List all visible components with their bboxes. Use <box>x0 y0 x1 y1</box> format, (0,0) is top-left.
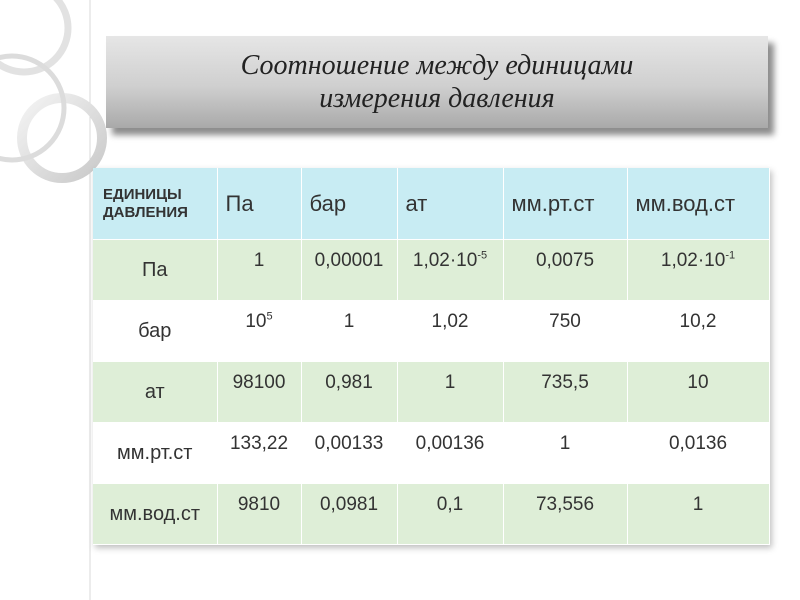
column-header: мм.вод.ст <box>627 168 769 240</box>
table-cell <box>627 484 769 545</box>
cell-value: 1 <box>692 494 704 515</box>
table-cell <box>503 362 627 423</box>
title-line-2: измерения давления <box>319 83 555 114</box>
table-cell <box>397 362 503 423</box>
row-header: мм.рт.ст <box>93 423 217 484</box>
table-cell <box>503 301 627 362</box>
cell-value: 1,02 <box>431 311 469 332</box>
table-cell <box>217 240 301 301</box>
cell-exponent: -5 <box>477 249 488 262</box>
cell-value: 0,0136 <box>668 433 728 454</box>
table-cell <box>627 423 769 484</box>
cell-value: 9810 <box>237 494 281 515</box>
cell-value: 1 <box>559 433 571 454</box>
cell-value: 73,556 <box>535 494 595 515</box>
column-header: мм.рт.ст <box>503 168 627 240</box>
cell-value: 1,02·10 <box>412 250 478 271</box>
cell-value: 0,0075 <box>535 250 595 271</box>
cell-value: 0,0981 <box>319 494 379 515</box>
row-header: мм.вод.ст <box>93 484 217 545</box>
corner-line-1: ЕДИНИЦЫ <box>103 185 182 203</box>
row-header: бар <box>93 301 217 362</box>
table-cell <box>627 240 769 301</box>
cell-value: 10 <box>245 311 267 332</box>
table-cell <box>503 423 627 484</box>
table-cell <box>217 301 301 362</box>
table-row <box>93 362 769 423</box>
table-cell <box>301 484 397 545</box>
table-cell <box>217 484 301 545</box>
row-header: ат <box>93 362 217 423</box>
table-cell <box>217 423 301 484</box>
table-cell <box>397 240 503 301</box>
table-cell <box>503 240 627 301</box>
cell-value: 0,981 <box>325 372 373 393</box>
cell-value: 10,2 <box>679 311 717 332</box>
cell-value: 1 <box>343 311 355 332</box>
corner-line-2: ДАВЛЕНИЯ <box>103 203 188 221</box>
cell-value: 735,5 <box>541 372 589 393</box>
column-header: Па <box>217 168 301 240</box>
table-cell <box>217 362 301 423</box>
table-cell <box>301 301 397 362</box>
pressure-units-table <box>93 168 770 545</box>
cell-exponent: -1 <box>725 249 736 262</box>
table-corner-header <box>93 168 217 240</box>
table-cell <box>627 362 769 423</box>
table-cell <box>503 484 627 545</box>
table-cell <box>397 301 503 362</box>
title-banner <box>106 36 768 128</box>
table-row <box>93 423 769 484</box>
cell-value: 98100 <box>232 372 286 393</box>
cell-value: 0,00136 <box>415 433 485 454</box>
table-row <box>93 240 769 301</box>
table-row <box>93 484 769 545</box>
cell-exponent: 5 <box>266 310 273 323</box>
cell-value: 0,00001 <box>314 250 384 271</box>
row-header: Па <box>93 240 217 301</box>
cell-value: 133,22 <box>229 433 289 454</box>
table-cell <box>627 301 769 362</box>
table-cell <box>397 484 503 545</box>
cell-value: 1 <box>253 250 265 271</box>
cell-value: 1,02·10 <box>660 250 726 271</box>
table-cell <box>301 240 397 301</box>
slide-title <box>106 36 768 128</box>
table-cell <box>301 362 397 423</box>
table-cell <box>301 423 397 484</box>
title-line-1: Соотношение между единицами <box>240 50 634 81</box>
cell-value: 750 <box>549 311 581 332</box>
cell-value: 0,00133 <box>314 433 384 454</box>
column-header: бар <box>301 168 397 240</box>
table-cell <box>397 423 503 484</box>
table-header-row <box>93 168 769 240</box>
cell-value: 0,1 <box>436 494 464 515</box>
cell-value: 1 <box>444 372 456 393</box>
table-row <box>93 301 769 362</box>
column-header: ат <box>397 168 503 240</box>
cell-value: 10 <box>687 372 709 393</box>
